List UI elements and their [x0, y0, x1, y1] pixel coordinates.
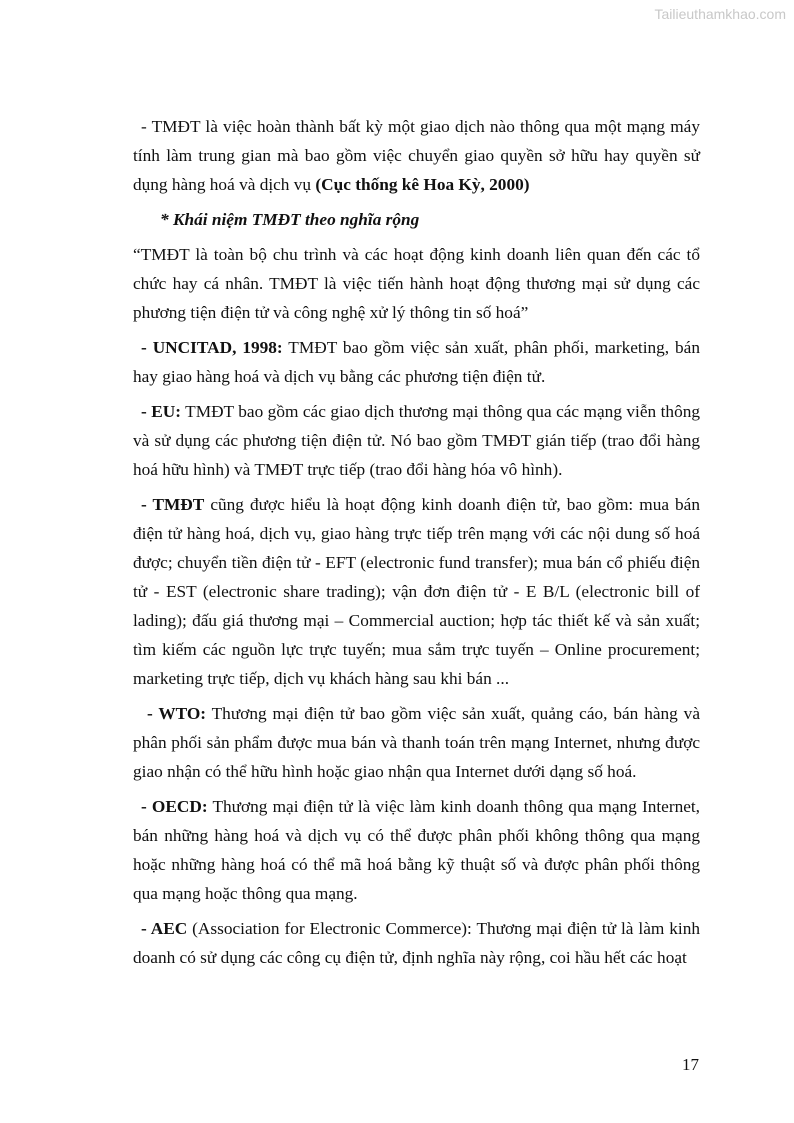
paragraph-aec: [133, 914, 700, 972]
watermark: Tailieuthamkhao.com: [654, 6, 786, 22]
bullet-dash: -: [141, 338, 153, 357]
paragraph-quote: “TMĐT là toàn bộ chu trình và các hoạt động kinh doanh liên quan đến các tổ chức hay cá nhân. TMĐT là việc tiến hành hoạt động thương mại sử dụng các phương tiện điện tử và công nghệ xử lý thông tin số hoá”: [133, 245, 700, 322]
section-heading-broad-concept: * Khái niệm TMĐT theo nghĩa rộng: [160, 210, 420, 229]
paragraph-oecd: [133, 792, 700, 908]
source-label: WTO:: [158, 704, 207, 723]
bullet-dash: -: [141, 402, 152, 421]
paragraph-wto: [133, 699, 700, 786]
source-label: TMĐT: [152, 495, 205, 514]
paragraph-tmdt-definition: [133, 112, 700, 199]
paragraph-uncitad: [133, 333, 700, 391]
bullet-dash: -: [141, 919, 151, 938]
paragraph-text: cũng được hiểu là hoạt động kinh doanh điện tử, bao gồm: mua bán điện tử hàng hoá, dịch vụ, giao hàng trực tiếp trên mạng với các nội dung số hoá được; chuyển tiền điện tử - EFT (electronic fund transfer); mua bán cổ phiếu điện tử - EST (electronic share trading); vận đơn điện tử - E B/L (electronic bill of lading); đấu giá thương mại – Commercial auction; hợp tác thiết kế và sản xuất; tìm kiếm các nguồn lực trực tuyến; mua sắm trực tuyến – Online procurement; marketing trực tiếp, dịch vụ khách hàng sau khi bán ...: [133, 495, 700, 688]
source-label: OECD:: [151, 797, 208, 816]
paragraph-text: TMĐT là việc hoàn thành bất kỳ một giao dịch nào thông qua một mạng máy tính làm trung gian mà bao gồm việc chuyển giao quyền sở hữu hay quyền sử dụng hàng hoá và dịch vụ: [133, 117, 700, 194]
bullet-dash: -: [141, 117, 152, 136]
paragraph-text: Thương mại điện tử bao gồm việc sản xuất, quảng cáo, bán hàng và phân phối sản phẩm được mua bán và thanh toán trên mạng Internet, nhưng được giao nhận có thể hữu hình hoặc giao nhận qua Internet dưới dạng số hoá.: [133, 704, 700, 781]
page-number: 17: [682, 1055, 699, 1074]
paragraph-text: Thương mại điện tử là việc làm kinh doanh thông qua mạng Internet, bán những hàng hoá và dịch vụ có thể được phân phối không thông qua mạng hoặc những hàng hoá có thể mã hoá bằng kỹ thuật số và được phân phối thông qua mạng hoặc thông qua mạng.: [133, 797, 701, 903]
paragraph-eu: [133, 397, 700, 484]
citation: (Cục thống kê Hoa Kỳ, 2000): [315, 175, 530, 194]
page-body: [133, 112, 700, 972]
paragraph-text: TMĐT bao gồm các giao dịch thương mại thông qua các mạng viễn thông và sử dụng các phương tiện điện tử. Nó bao gồm TMĐT gián tiếp (trao đổi hàng hoá hữu hình) và TMĐT trực tiếp (trao đổi hàng hóa vô hình).: [133, 402, 700, 479]
paragraph-text: TMĐT bao gồm việc sản xuất, phân phối, marketing, bán hay giao hàng hoá và dịch vụ bằng các phương tiện điện tử.: [133, 338, 700, 386]
bullet-dash: -: [147, 704, 159, 723]
source-label: EU:: [151, 402, 181, 421]
paragraph-tmdt-broad: [133, 490, 700, 693]
paragraph-text: (Association for Electronic Commerce): Thương mại điện tử là làm kinh doanh có sử dụng các công cụ điện tử, định nghĩa này rộng, coi hầu hết các hoạt: [133, 919, 700, 967]
bullet-dash: -: [141, 495, 153, 514]
source-label: UNCITAD, 1998:: [152, 338, 283, 357]
source-label: AEC: [150, 919, 188, 938]
bullet-dash: -: [141, 797, 152, 816]
